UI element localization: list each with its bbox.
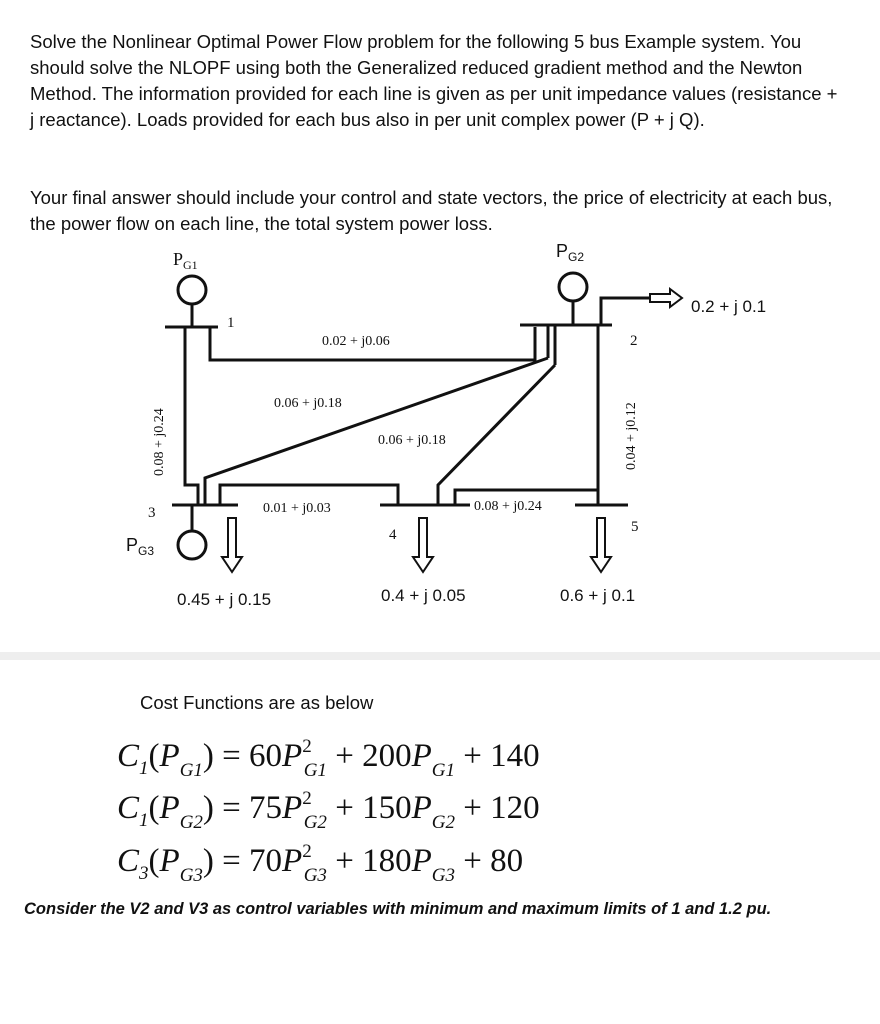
generator-g1-icon [178,276,206,304]
generator-g1-label: $P_{G1}$ [173,249,198,272]
bus-5-number: 5 [631,519,639,535]
problem-statement: Solve the Nonlinear Optimal Power Flow problem for the following 5 bus Example system. You should solve the NLOPF using both the Generalized reduced gradient method and the Newton Method. The information provided for each line is given as per unit impedance values (resistance + j reactance). Loads provided for each bus also in per unit complex power (P + j Q). [30,31,838,130]
line-2-3-impedance: 0.06 + j0.18 [274,396,342,411]
cost-function-g3: $C_3(P_{G3}) = 70P^2_{G3} + 180P_{G3} + 80$ [117,841,524,886]
bus-3-number: 3 [148,505,156,521]
load-arrow-bus3 [222,518,242,572]
line-1-3-impedance: 0.08 + j0.24 [152,408,167,476]
cost-function-g1: $C_1(P_{G1}) = 60P^2_{G1} + 200P_{G1} + 140$ [117,736,540,781]
load-bus3-value: 0.45 + j 0.15 [177,590,272,609]
generator-g2-label: $P_{G2}$ [556,241,585,264]
load-bus4-value: 0.4 + j 0.05 [381,586,466,605]
load-bus2-value: 0.2 + j 0.1 [691,297,767,316]
line-1-2-impedance: 0.02 + j0.06 [322,334,390,349]
section-divider [0,652,880,660]
generator-g2-icon [559,273,587,301]
load-arrow-bus4 [413,518,433,572]
bus-2-number: 2 [630,333,638,349]
bus-1-number: 1 [227,315,235,331]
cost-functions-heading: Cost Functions are as below [140,692,374,713]
line-4-5-impedance: 0.08 + j0.24 [474,499,542,514]
generator-g3-label: $P_{G3}$ [126,535,155,558]
cost-function-g2: $C_1(P_{G2}) = 75P^2_{G2} + 150P_{G2} + 120$ [117,788,540,833]
answer-requirements: Your final answer should include your control and state vectors, the price of electricity at each bus, the power flow on each line, the total system power loss. [30,187,833,234]
load-bus5-value: 0.6 + j 0.1 [560,586,636,605]
control-variable-note: Consider the V2 and V3 as control variables with minimum and maximum limits of 1 and 1.2 pu. [24,900,772,918]
line-2-5-impedance: 0.04 + j0.12 [624,402,639,470]
generator-g3-icon [178,531,206,559]
load-arrow-bus2 [650,289,682,307]
load-arrow-bus5 [591,518,611,572]
line-3-4-impedance: 0.01 + j0.03 [263,501,331,516]
bus-4-number: 4 [389,527,397,543]
line-2-4-impedance: 0.06 + j0.18 [378,433,446,448]
